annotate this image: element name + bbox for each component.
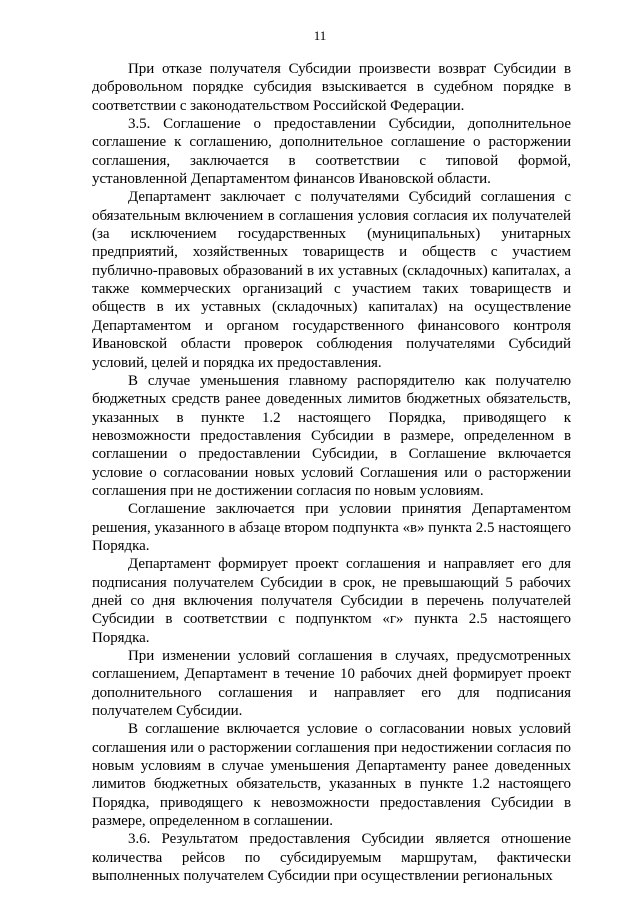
paragraph-new-conditions: В соглашение включается условие о согласовании новых условий соглашения или о расторжении соглашения при недостижении согласия по новым условиям в случае уменьшения Департаменту ранее доведенных лимитов бюджетных обязательств, указанных в пункте 1.2 настоящего Порядка, приводящего к невозможности предоставления Субсидии в размере, определенном в соглашении. (92, 721, 571, 830)
paragraph-limits-reduction: В случае уменьшения главному распорядителю как получателю бюджетных средств ранее доведенных лимитов бюджетных обязательств, указанных в пункте 1.2 настоящего Порядка, приводящего к невозможности предоставления Субсидии в размере, определенном в соглашении о предоставлении Субсидии, в Соглашение включается условие о согласовании новых условий Соглашения или о расторжении соглашения при не достижении согласия по новым условиям. (92, 372, 571, 499)
paragraph-agreement-condition: Соглашение заключается при условии принятия Департаментом решения, указанного в абзаце втором подпункта «в» пункта 2.5 настоящего Порядка. (92, 501, 571, 554)
paragraph-department-agreements: Департамент заключает с получателями Субсидий соглашения с обязательным включением в соглашения условия согласия их получателей (за исключением государственных (муниципальных) унитарных предприятий, хозяйственных товариществ и обществ с участием публично-правовых образований в их уставных (складочных) капиталах, а также коммерческих организаций с участием таких товариществ и обществ в их уставных (складочных) капиталах) на осуществление Департаментом и органом государственного финансового контроля Ивановской области проверок соблюдения получателями Субсидий условий, целей и порядка их предоставления. (92, 189, 571, 371)
paragraph-refund-refusal: При отказе получателя Субсидии произвести возврат Субсидии в добровольном порядке субсидия взыскивается в судебном порядке в соответствии с законодательством Российской Федерации. (92, 61, 571, 114)
page-number: 11 (313, 28, 327, 43)
paragraph-amendment: При изменении условий соглашения в случаях, предусмотренных соглашением, Департамент в течение 10 рабочих дней формирует проект дополнительного соглашения и направляет его для подписания получателем Субсидии. (92, 648, 571, 720)
paragraph-draft-agreement: Департамент формирует проект соглашения и направляет его для подписания получателем Субсидии в срок, не превышающий 5 рабочих дней со дня включения получателя Субсидии в перечень получателей Субсидии в соответствии с подпунктом «г» пункта 2.5 настоящего Порядка. (92, 556, 571, 646)
paragraph-3-5-agreement-form: 3.5. Соглашение о предоставлении Субсидии, дополнительное соглашение к соглашению, дополнительное соглашение о расторжении соглашения, заключается в соответствии с типовой формой, установленной Департаментом финансов Ивановской области. (92, 116, 571, 188)
paragraph-3-6-result: 3.6. Результатом предоставления Субсидии является отношение количества рейсов по субсидируемым маршрутам, фактически выполненных получателем Субсидии при осуществлении региональных (92, 831, 571, 885)
document-body (92, 60, 571, 885)
